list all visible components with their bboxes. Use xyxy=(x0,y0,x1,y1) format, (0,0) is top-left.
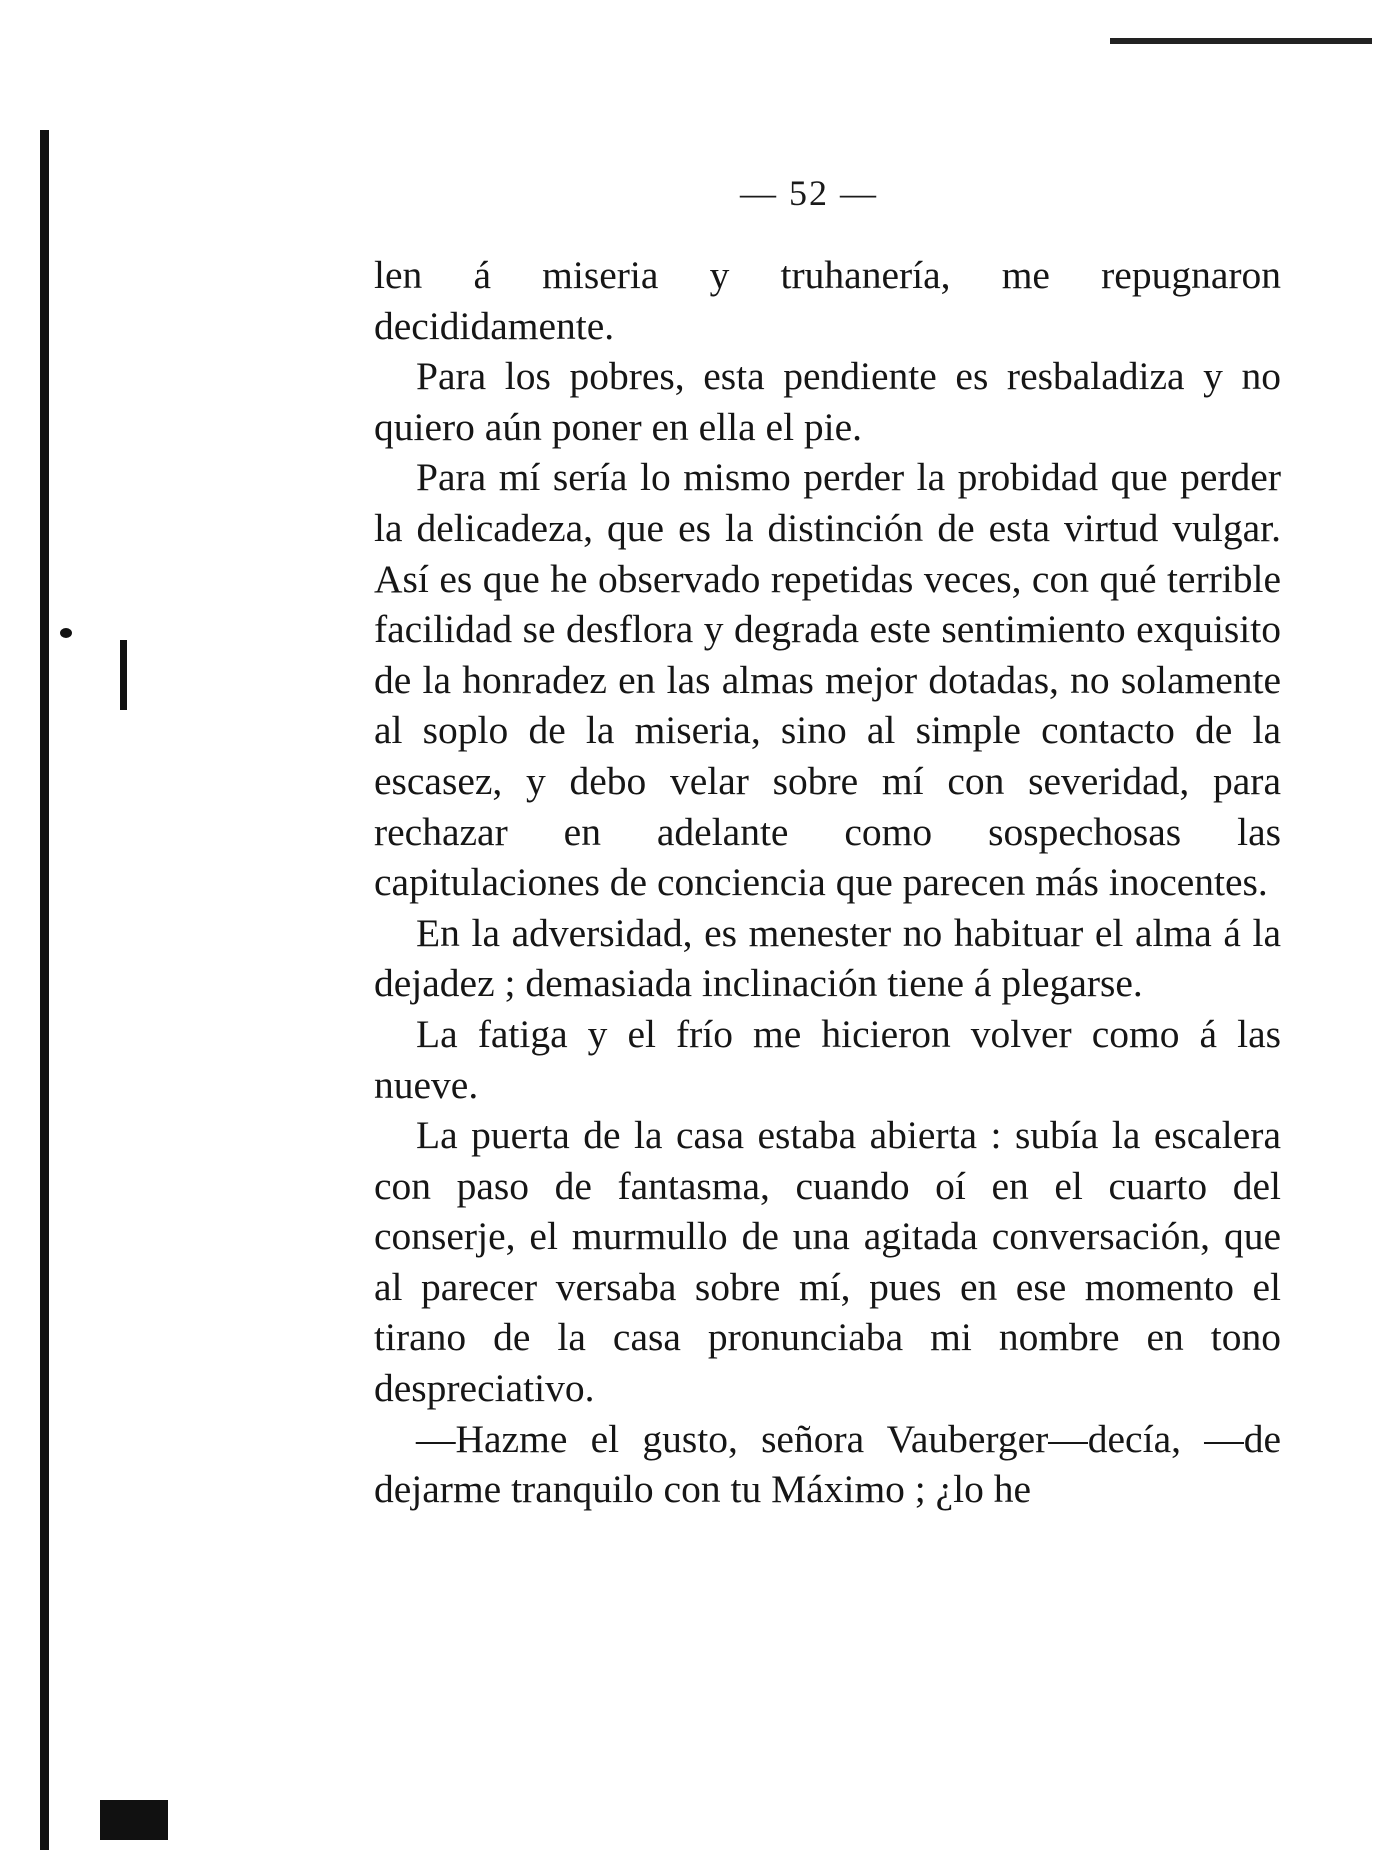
body-text xyxy=(374,250,1281,1515)
paragraph: Para los pobres, esta pendiente es resbaladiza y no quiero aún poner en ella el pie. xyxy=(374,354,1281,449)
paragraph: La fatiga y el frío me hicieron volver como á las nueve. xyxy=(374,1011,1281,1107)
paragraph: En la adversidad, es menester no habituar el alma á la dejadez ; demasiada inclinación tiene á plegarse. xyxy=(374,910,1281,1006)
binding-mark xyxy=(120,640,127,710)
binding-mark xyxy=(100,1800,168,1840)
top-rule xyxy=(1110,38,1372,44)
page-number: — 52 — xyxy=(740,173,878,213)
binding-mark xyxy=(60,628,72,638)
binding-edge xyxy=(40,130,49,1850)
paragraph: len á miseria y truhanería, me repugnaron decididamente. xyxy=(374,253,1281,348)
paragraph: Para mí sería lo mismo perder la probidad que perder la delicadeza, que es la distinción de esta virtud vulgar. Así es que he observado repetidas veces, con qué terrible facilidad se desflora y degrada este sentimiento exquisito de la honradez en las almas mejor dotadas, no solamente al soplo de la miseria, sino al simple contacto de la escasez, y debo velar sobre mí con severidad, para rechazar en adelante como sospechosas las capitulaciones de conciencia que parecen más inocentes. xyxy=(374,455,1281,905)
paragraph: —Hazme el gusto, señora Vauberger—decía, —de dejarme tranquilo con tu Máximo ; ¿lo he xyxy=(374,1416,1281,1512)
paragraph: La puerta de la casa estaba abierta : subía la escalera con paso de fantasma, cuando oí en el cuarto del conserje, el murmullo de una agitada conversación, que al parecer versaba sobre mí, pues en ese momento el tirano de la casa pronunciaba mi nombre en tono despreciativo. xyxy=(374,1113,1281,1411)
